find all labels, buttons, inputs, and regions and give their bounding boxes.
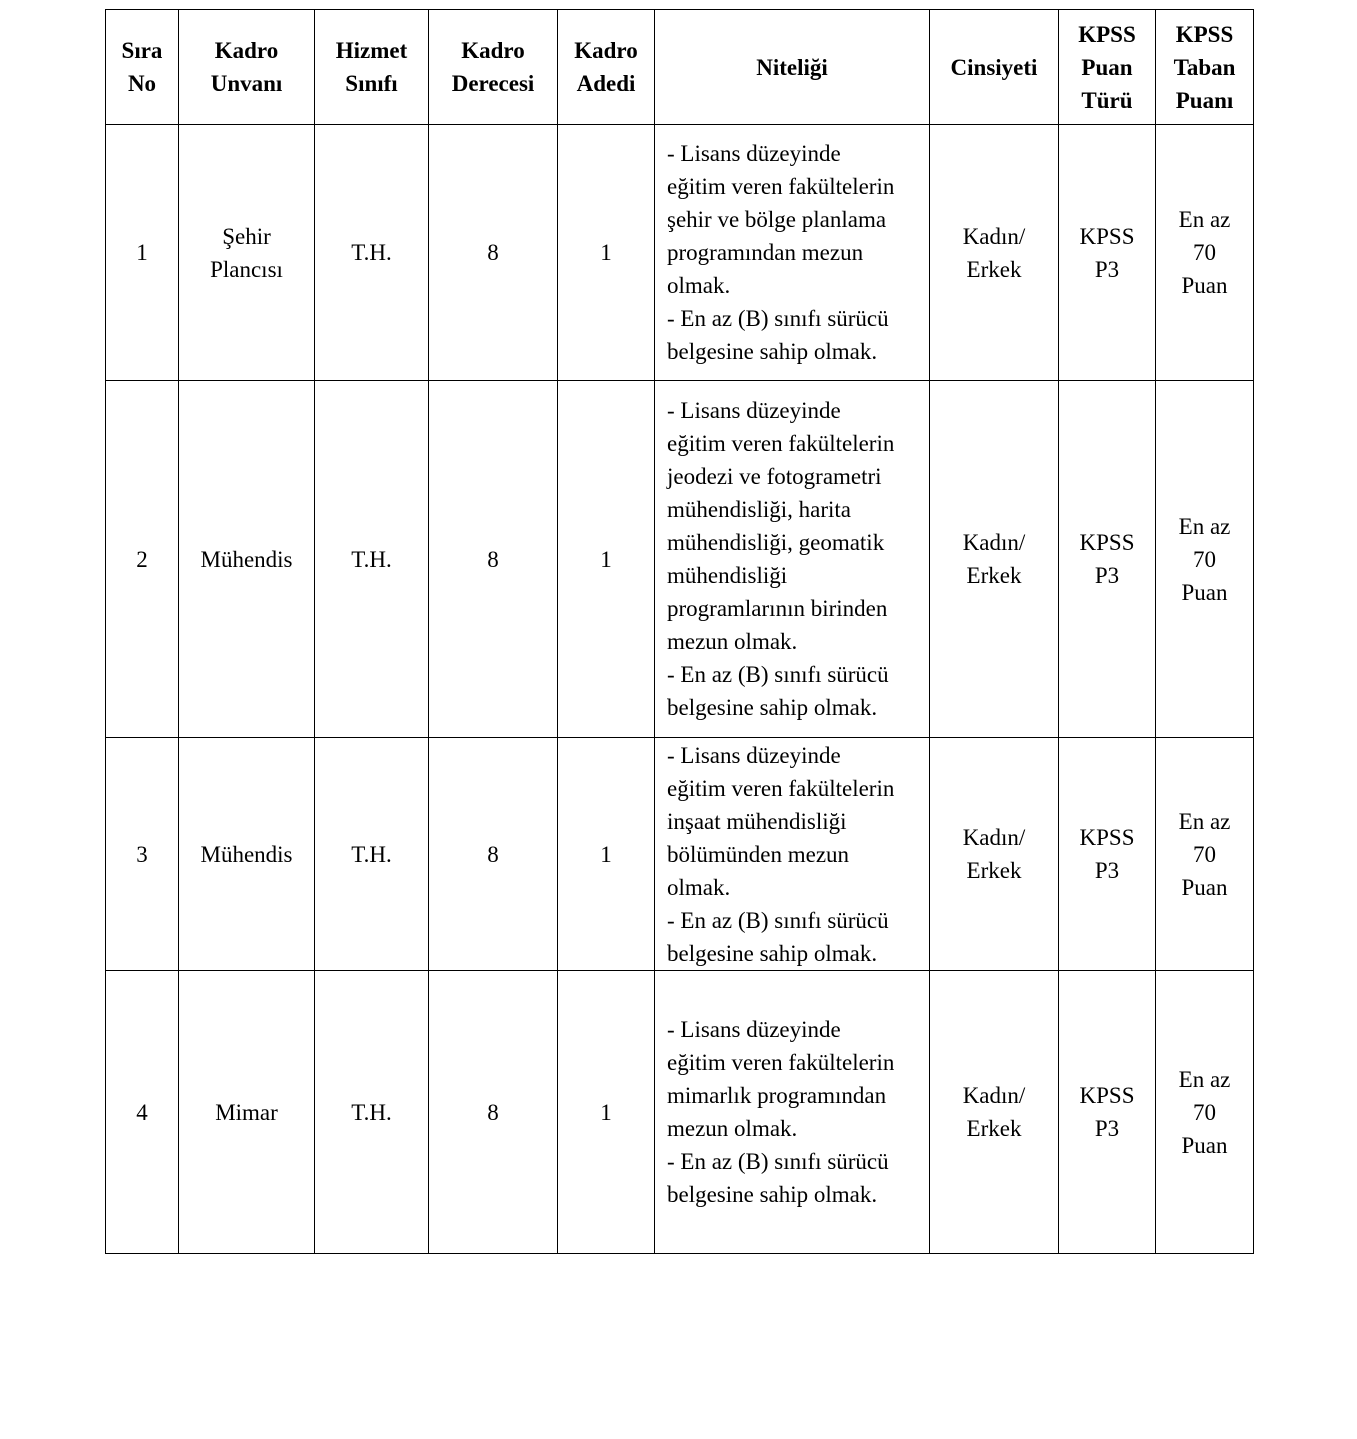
cell-kpss-taban-puani: En az 70 Puan xyxy=(1156,125,1254,381)
header-kpss-taban-puani: KPSS Taban Puanı xyxy=(1156,10,1254,125)
cell-kpss-taban-puani: En az 70 Puan xyxy=(1156,738,1254,971)
kadro-table xyxy=(105,9,1254,1254)
cell-kadro-unvani: Mühendis xyxy=(179,381,315,738)
cell-sira-no: 2 xyxy=(106,381,179,738)
cell-kadro-unvani: Mühendis xyxy=(179,738,315,971)
cell-kpss-puan-turu: KPSS P3 xyxy=(1059,381,1156,738)
header-kadro-unvani: Kadro Unvanı xyxy=(179,10,315,125)
cell-hizmet-sinifi: T.H. xyxy=(315,971,429,1254)
cell-hizmet-sinifi: T.H. xyxy=(315,125,429,381)
header-kadro-adedi: Kadro Adedi xyxy=(558,10,655,125)
cell-kadro-derecesi: 8 xyxy=(429,971,558,1254)
cell-kadro-adedi: 1 xyxy=(558,971,655,1254)
table-row xyxy=(106,971,1254,1254)
cell-kadro-unvani: Şehir Plancısı xyxy=(179,125,315,381)
cell-kadro-derecesi: 8 xyxy=(429,125,558,381)
table-row xyxy=(106,125,1254,381)
cell-kpss-puan-turu: KPSS P3 xyxy=(1059,125,1156,381)
cell-kadro-adedi: 1 xyxy=(558,738,655,971)
table-row xyxy=(106,381,1254,738)
cell-niteligi: - Lisans düzeyinde eğitim veren fakültelerin jeodezi ve fotogrametri mühendisliği, harita mühendisliği, geomatik mühendisliği programlarının birinden mezun olmak. - En az (B) sınıfı sürücü belgesine sahip olmak. xyxy=(655,381,930,738)
cell-kpss-taban-puani: En az 70 Puan xyxy=(1156,381,1254,738)
header-sira-no: Sıra No xyxy=(106,10,179,125)
cell-cinsiyeti: Kadın/ Erkek xyxy=(930,971,1059,1254)
header-niteligi: Niteliği xyxy=(655,10,930,125)
cell-sira-no: 3 xyxy=(106,738,179,971)
cell-hizmet-sinifi: T.H. xyxy=(315,738,429,971)
header-kadro-derecesi: Kadro Derecesi xyxy=(429,10,558,125)
table-row xyxy=(106,738,1254,971)
cell-sira-no: 4 xyxy=(106,971,179,1254)
cell-hizmet-sinifi: T.H. xyxy=(315,381,429,738)
cell-kadro-adedi: 1 xyxy=(558,125,655,381)
cell-cinsiyeti: Kadın/ Erkek xyxy=(930,125,1059,381)
cell-kadro-derecesi: 8 xyxy=(429,738,558,971)
header-cinsiyeti: Cinsiyeti xyxy=(930,10,1059,125)
header-row xyxy=(106,10,1254,125)
cell-kpss-puan-turu: KPSS P3 xyxy=(1059,971,1156,1254)
cell-cinsiyeti: Kadın/ Erkek xyxy=(930,381,1059,738)
cell-sira-no: 1 xyxy=(106,125,179,381)
cell-kpss-taban-puani: En az 70 Puan xyxy=(1156,971,1254,1254)
cell-niteligi: - Lisans düzeyinde eğitim veren fakültelerin inşaat mühendisliği bölümünden mezun olmak. - En az (B) sınıfı sürücü belgesine sahip olmak. xyxy=(655,738,930,971)
cell-niteligi: - Lisans düzeyinde eğitim veren fakültelerin mimarlık programından mezun olmak. - En az (B) sınıfı sürücü belgesine sahip olmak. xyxy=(655,971,930,1254)
header-kpss-puan-turu: KPSS Puan Türü xyxy=(1059,10,1156,125)
header-hizmet-sinifi: Hizmet Sınıfı xyxy=(315,10,429,125)
cell-kadro-derecesi: 8 xyxy=(429,381,558,738)
cell-kpss-puan-turu: KPSS P3 xyxy=(1059,738,1156,971)
cell-kadro-adedi: 1 xyxy=(558,381,655,738)
cell-kadro-unvani: Mimar xyxy=(179,971,315,1254)
cell-cinsiyeti: Kadın/ Erkek xyxy=(930,738,1059,971)
cell-niteligi: - Lisans düzeyinde eğitim veren fakültelerin şehir ve bölge planlama programından mezun olmak. - En az (B) sınıfı sürücü belgesine sahip olmak. xyxy=(655,125,930,381)
